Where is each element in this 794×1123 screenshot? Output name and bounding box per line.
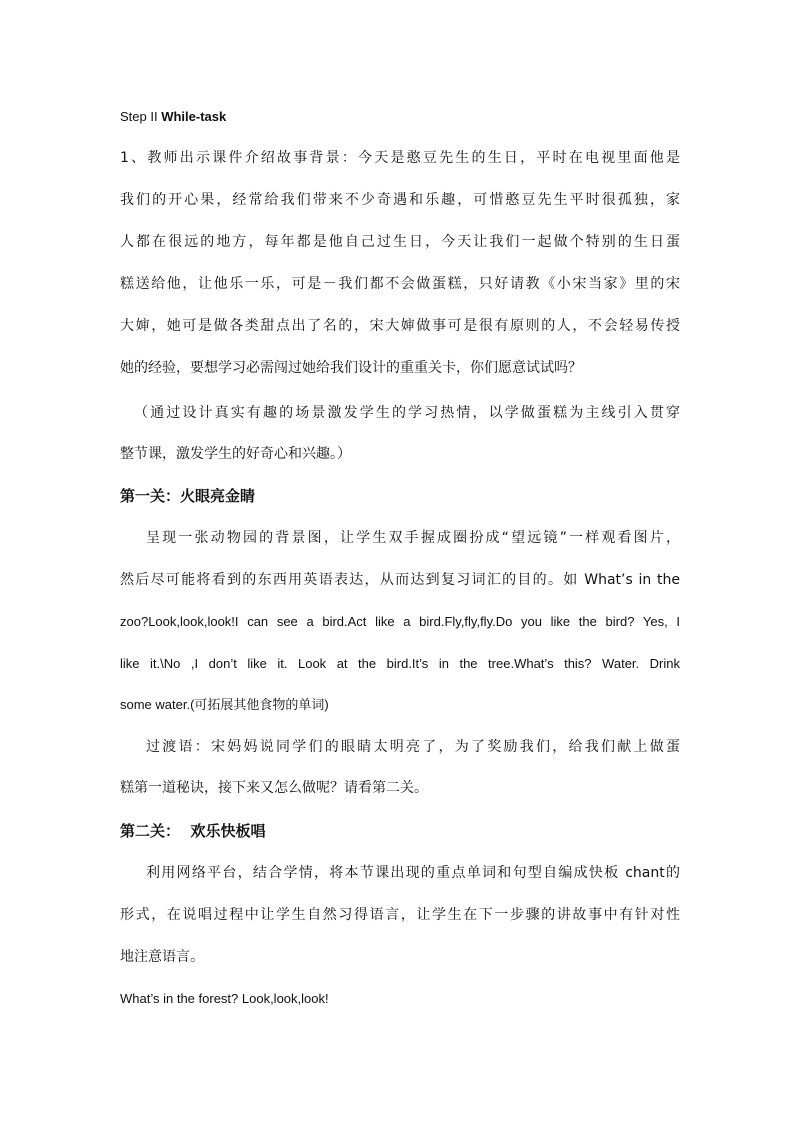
paragraph-line: some water.(可拓展其他食物的单词) <box>120 697 329 712</box>
paragraph-line: 呈现一张动物园的背景图，让学生双手握成圈扮成“望远镜”一样观看图片， <box>146 530 680 546</box>
step-title: While-task <box>161 109 227 124</box>
note-line: （通过设计真实有趣的场景激发学生的学习热情，以学做蛋糕为主线引入贯穿 <box>134 405 680 421</box>
paragraph-line: zoo?Look,look,look!I can see a bird.Act like a bird.Fly,fly,fly.Do you like the bird? Yes, I <box>120 614 680 629</box>
section-heading <box>120 108 680 126</box>
note-line: 整节课，激发学生的好奇心和兴趣。） <box>120 446 351 462</box>
paragraph-line: 然后尽可能将看到的东西用英语表达，从而达到复习词汇的目的。如 What’s in the <box>120 572 680 588</box>
level-1-title: 第一关：火眼亮金睛 <box>120 487 256 505</box>
paragraph-line: 我们的开心果，经常给我们带来不少奇遇和乐趣，可惜憨豆先生平时很孤独，家 <box>120 192 680 208</box>
transition-line: 过渡语：宋妈妈说同学们的眼睛太明亮了，为了奖励我们，给我们献上做蛋 <box>146 739 680 755</box>
paragraph-line: 她的经验，要想学习必需闯过她给我们设计的重重关卡，你们愿意试试吗？ <box>120 360 582 376</box>
step-prefix: Step II <box>120 109 162 124</box>
paragraph-line: like it.\No ,I don’t like it. Look at the bird.It’s in the tree.What’s this? Water. Drink <box>120 656 680 671</box>
paragraph-line: 1、教师出示课件介绍故事背景：今天是憨豆先生的生日，平时在电视里面他是 <box>120 150 680 166</box>
paragraph-line: 形式，在说唱过程中让学生自然习得语言，让学生在下一步骤的讲故事中有针对性 <box>120 907 680 923</box>
level-2-title: 第二关： 欢乐快板唱 <box>120 822 266 840</box>
paragraph-line: 地注意语言。 <box>120 949 204 965</box>
paragraph-line: 大婶，她可是做各类甜点出了名的，宋大婶做事可是很有原则的人，不会轻易传授 <box>120 318 680 334</box>
chant-line: What’s in the forest? Look,look,look! <box>120 991 329 1006</box>
transition-line: 糕第一道秘诀，接下来又怎么做呢？请看第二关。 <box>120 780 428 796</box>
paragraph-line: 糕送给他，让他乐一乐，可是－我们都不会做蛋糕，只好请教《小宋当家》里的宋 <box>120 276 680 292</box>
paragraph-line: 人都在很远的地方，每年都是他自己过生日，今天让我们一起做个特别的生日蛋 <box>120 234 680 250</box>
paragraph-line: 利用网络平台，结合学情，将本节课出现的重点单词和句型自编成快板 chant的 <box>146 865 680 881</box>
